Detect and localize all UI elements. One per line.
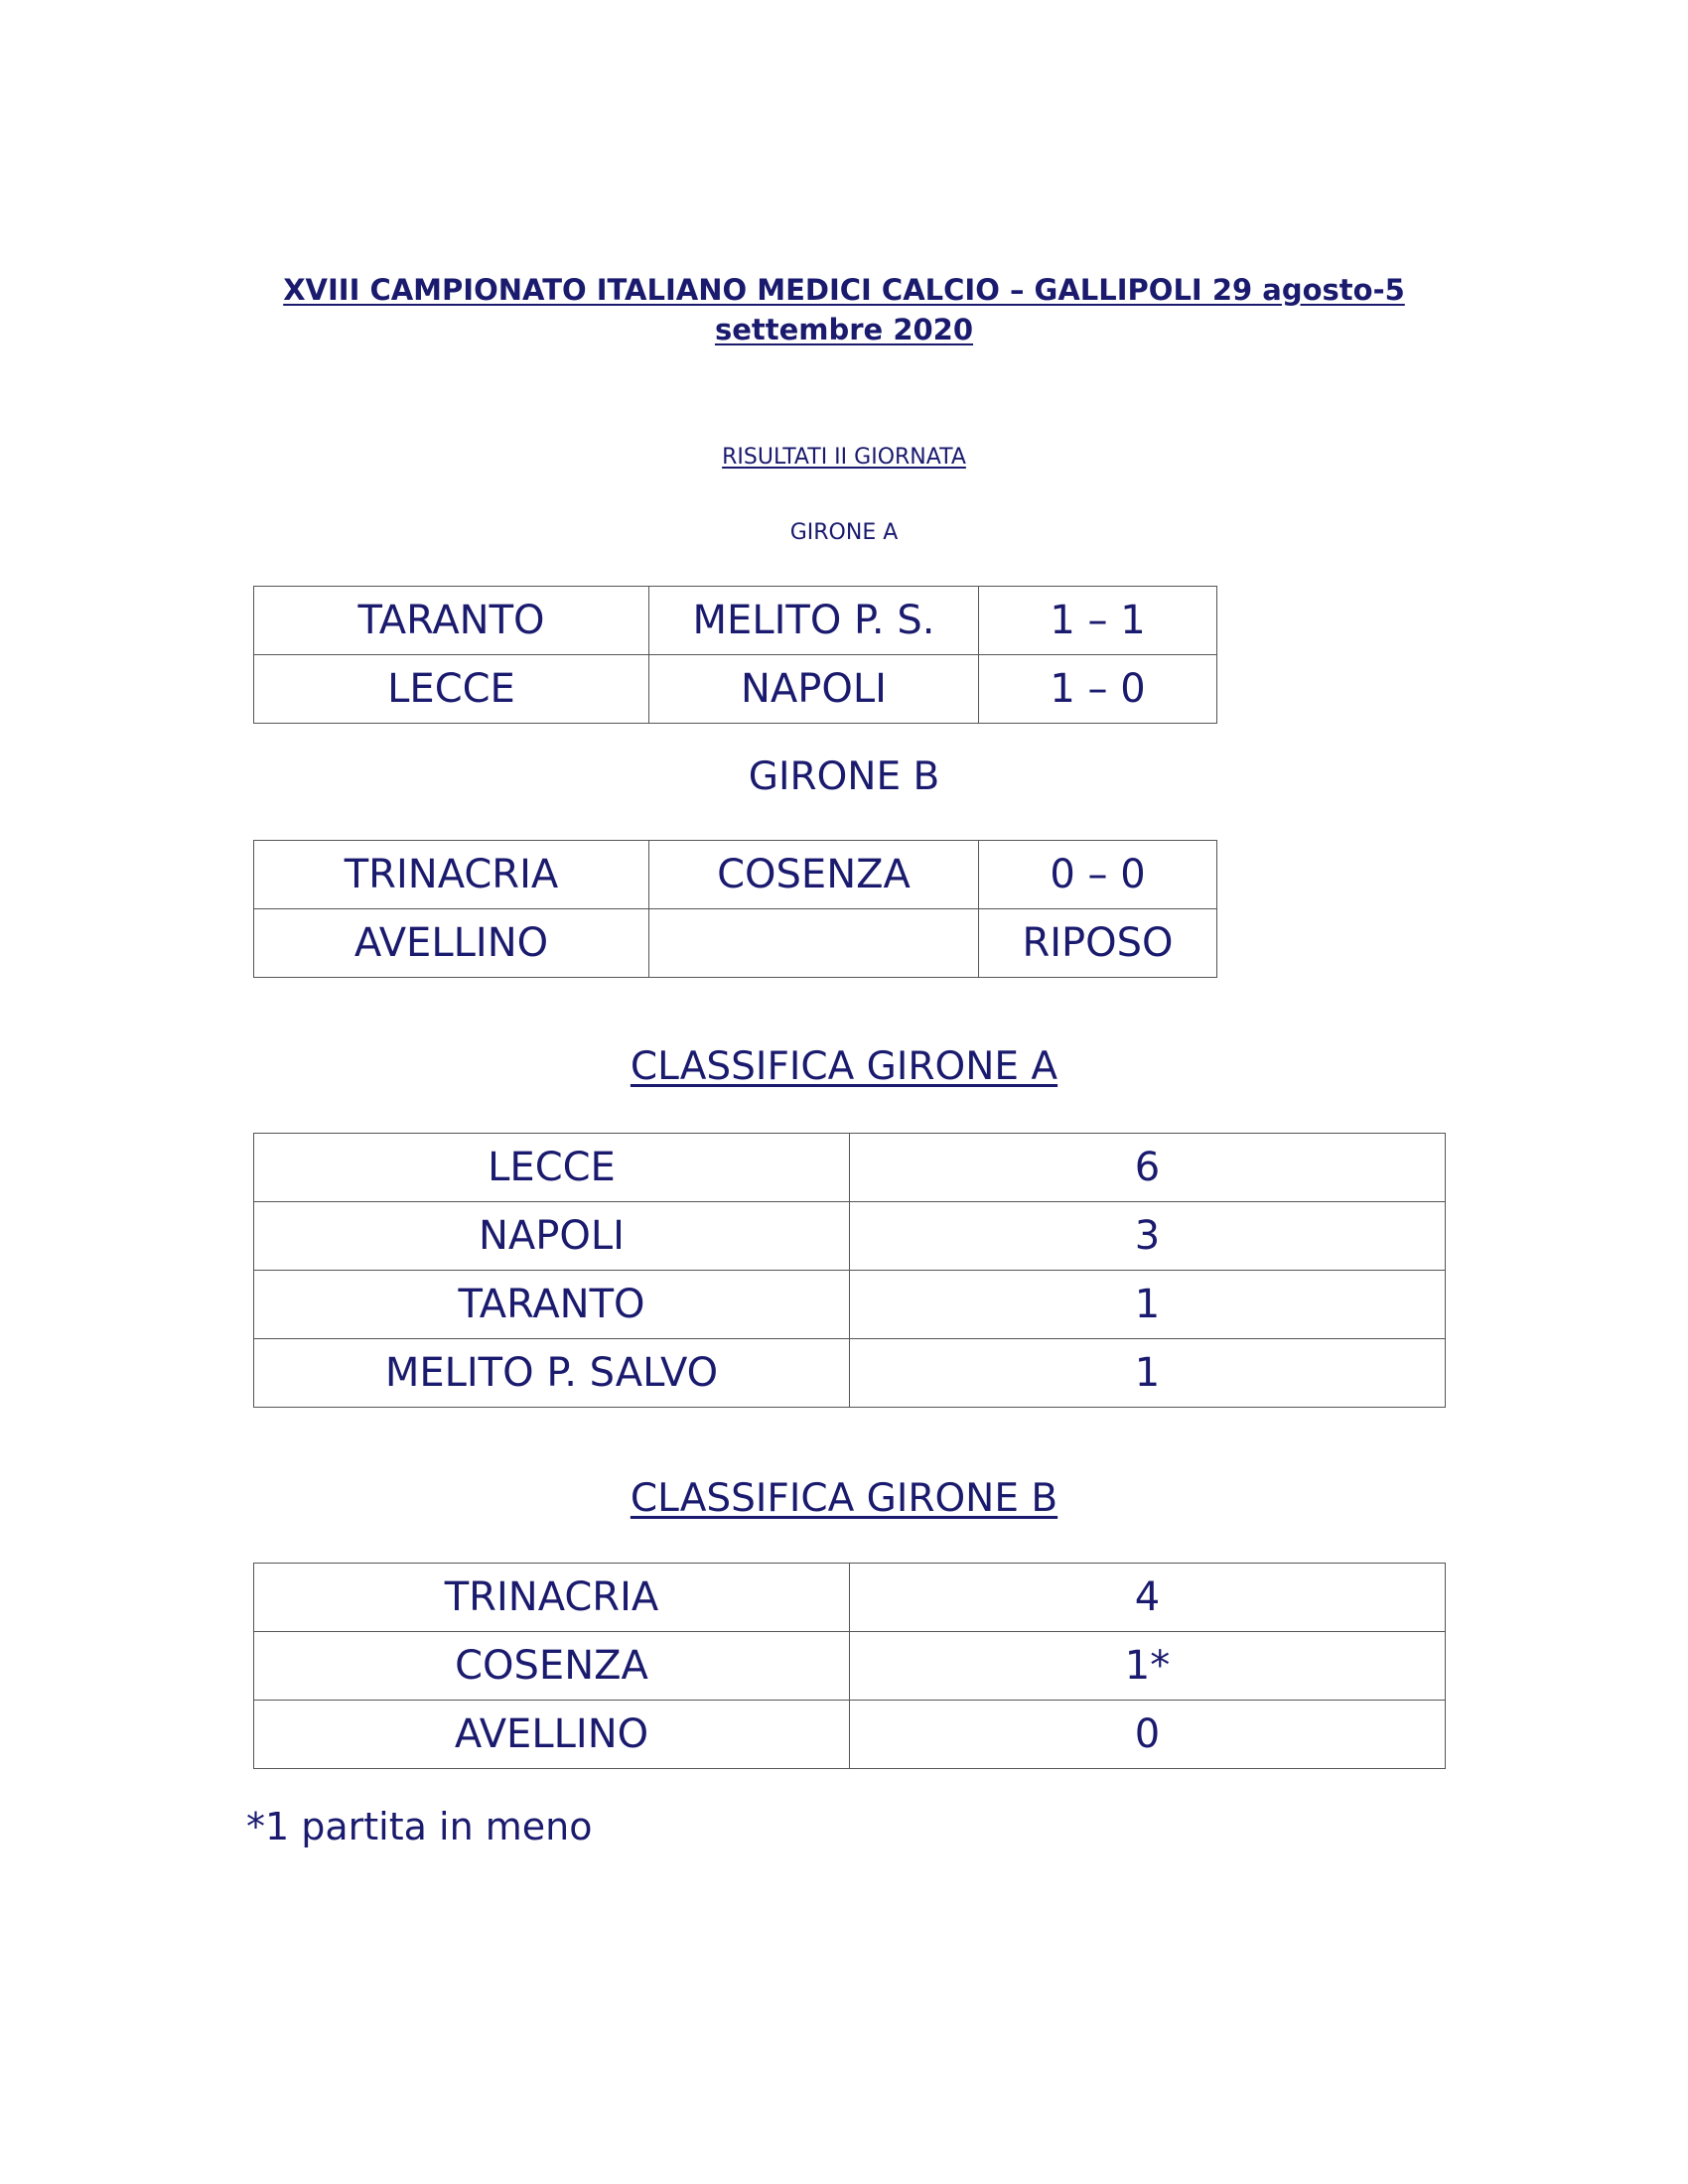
table-row xyxy=(254,587,1217,655)
team-points: 0 xyxy=(850,1701,1446,1769)
team-points: 4 xyxy=(850,1564,1446,1632)
table-row xyxy=(254,655,1217,724)
standings-a-title: CLASSIFICA GIRONE A xyxy=(630,1044,1058,1089)
results-table-group-b xyxy=(253,840,1217,978)
away-team xyxy=(649,909,979,978)
footnote: *1 partita in meno xyxy=(246,1805,593,1848)
table-row xyxy=(254,1632,1446,1701)
match-score: 1 – 1 xyxy=(979,587,1217,655)
team-name: NAPOLI xyxy=(254,1202,850,1271)
home-team: LECCE xyxy=(254,655,649,724)
results-table-group-a xyxy=(253,586,1217,724)
standings-b-title: CLASSIFICA GIRONE B xyxy=(630,1476,1058,1521)
team-name: TARANTO xyxy=(254,1271,850,1339)
team-points: 6 xyxy=(850,1134,1446,1202)
away-team: MELITO P. S. xyxy=(649,587,979,655)
home-team: TARANTO xyxy=(254,587,649,655)
match-score: 1 – 0 xyxy=(979,655,1217,724)
table-row xyxy=(254,841,1217,909)
table-row xyxy=(254,1701,1446,1769)
away-team: NAPOLI xyxy=(649,655,979,724)
page-title: XVIII CAMPIONATO ITALIANO MEDICI CALCIO – GALLIPOLI 29 agosto-5 settembre 2020 xyxy=(283,273,1405,346)
results-label: RISULTATI II GIORNATA xyxy=(722,445,966,470)
standings-table-group-b xyxy=(253,1563,1446,1769)
group-a-label: GIRONE A xyxy=(789,520,899,545)
home-team: AVELLINO xyxy=(254,909,649,978)
group-b-label: GIRONE B xyxy=(748,754,940,799)
team-name: AVELLINO xyxy=(254,1701,850,1769)
team-points: 1* xyxy=(850,1632,1446,1701)
team-name: MELITO P. SALVO xyxy=(254,1339,850,1408)
table-row xyxy=(254,909,1217,978)
team-name: LECCE xyxy=(254,1134,850,1202)
match-score: RIPOSO xyxy=(979,909,1217,978)
table-row xyxy=(254,1202,1446,1271)
table-row xyxy=(254,1271,1446,1339)
team-points: 3 xyxy=(850,1202,1446,1271)
match-score: 0 – 0 xyxy=(979,841,1217,909)
standings-table-group-a xyxy=(253,1133,1446,1408)
table-row xyxy=(254,1134,1446,1202)
team-name: TRINACRIA xyxy=(254,1564,850,1632)
home-team: TRINACRIA xyxy=(254,841,649,909)
team-points: 1 xyxy=(850,1339,1446,1408)
team-points: 1 xyxy=(850,1271,1446,1339)
away-team: COSENZA xyxy=(649,841,979,909)
table-row xyxy=(254,1339,1446,1408)
table-row xyxy=(254,1564,1446,1632)
team-name: COSENZA xyxy=(254,1632,850,1701)
